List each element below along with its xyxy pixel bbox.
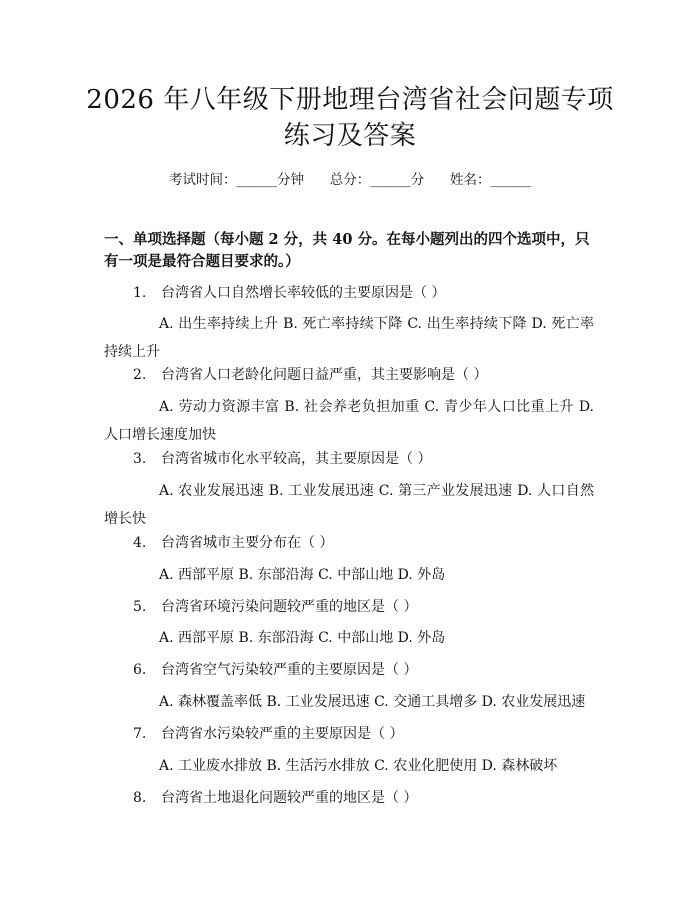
exam-info-line: 考试时间：______分钟 总分：______分 姓名：______ [169, 172, 531, 188]
question-5-options: A. 西部平原 B. 东部沿海 C. 中部山地 D. 外岛 [159, 630, 446, 646]
section-heading: 一、单项选择题（每小题 2 分，共 40 分。在每小题列出的四个选项中，只有一项是最符合题目要求的。） [104, 231, 590, 270]
question-number: 3. [133, 451, 147, 467]
question-text: 台湾省土地退化问题较严重的地区是（ ） [161, 790, 418, 806]
question-1-options: A. 出生率持续上升 B. 死亡率持续下降 C. 出生率持续下降 D. 死亡率持续上升 [104, 316, 594, 360]
question-7-options: A. 工业废水排放 B. 生活污水排放 C. 农业化肥使用 D. 森林破坏 [159, 758, 558, 774]
question-5 [133, 596, 603, 618]
question-number: 7. [133, 726, 147, 742]
question-number: 2. [133, 367, 147, 383]
question-text: 台湾省人口老龄化问题日益严重，其主要影响是（ ） [161, 367, 488, 383]
question-8 [133, 787, 603, 809]
question-6-options: A. 森林覆盖率低 B. 工业发展迅速 C. 交通工具增多 D. 农业发展迅速 [159, 694, 586, 710]
question-2-options: A. 劳动力资源丰富 B. 社会养老负担加重 C. 青少年人口比重上升 D. 人口增长速度加快 [104, 399, 594, 443]
question-3-options: A. 农业发展迅速 B. 工业发展迅速 C. 第三产业发展迅速 D. 人口自然增长快 [104, 483, 594, 527]
question-number: 8. [133, 790, 147, 806]
question-3 [133, 448, 603, 470]
question-4 [133, 532, 603, 554]
document-title-line-2: 练习及答案 [283, 121, 417, 151]
question-1 [133, 282, 603, 304]
question-6 [133, 659, 603, 681]
question-text: 台湾省空气污染较严重的主要原因是（ ） [161, 662, 418, 678]
question-number: 5. [133, 599, 147, 615]
question-text: 台湾省城市主要分布在（ ） [161, 535, 334, 551]
question-2 [133, 364, 603, 386]
question-4-options: A. 西部平原 B. 东部沿海 C. 中部山地 D. 外岛 [159, 567, 446, 583]
question-7 [133, 723, 603, 745]
question-number: 4. [133, 535, 147, 551]
question-text: 台湾省水污染较严重的主要原因是（ ） [161, 726, 404, 742]
question-number: 1. [133, 285, 147, 301]
question-text: 台湾省环境污染问题较严重的地区是（ ） [161, 599, 418, 615]
question-number: 6. [133, 662, 147, 678]
question-text: 台湾省人口自然增长率较低的主要原因是（ ） [161, 285, 446, 301]
question-text: 台湾省城市化水平较高，其主要原因是（ ） [161, 451, 432, 467]
document-title-line-1: 2026 年八年级下册地理台湾省社会问题专项 [86, 85, 614, 115]
